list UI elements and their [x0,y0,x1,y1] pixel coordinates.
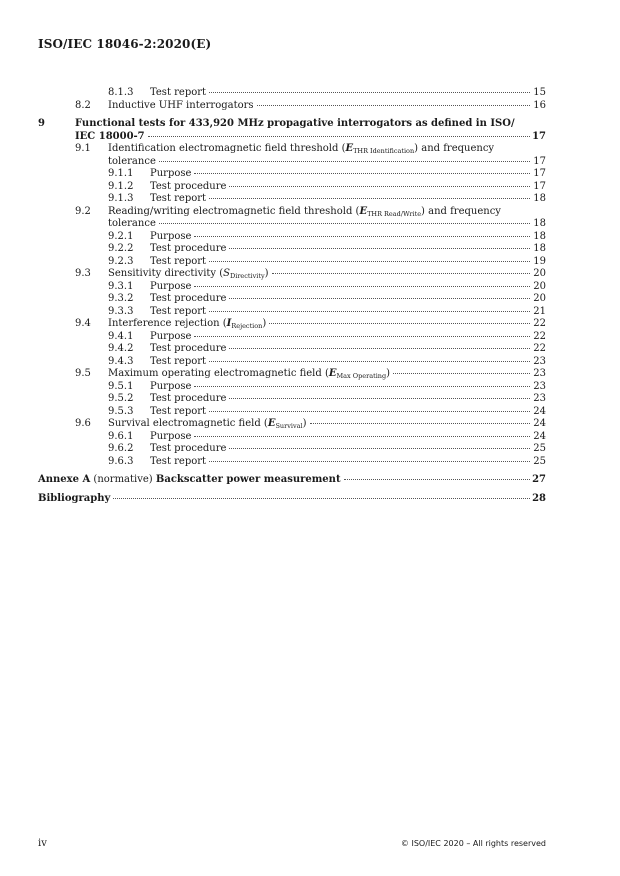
table-of-contents [38,87,546,505]
toc-entry-9[interactable] [38,118,546,131]
toc-number: 9.2.1 [108,230,134,242]
toc-entry-9-5-3[interactable] [38,406,546,419]
toc-title: Reading/writing electromagnetic field threshold ( [108,205,360,217]
toc-title: Test report [150,355,207,367]
toc-number: 9.5 [75,368,91,379]
toc-entry-9-5-1[interactable] [38,381,546,394]
toc-number: 9.6.3 [108,455,134,467]
toc-entry-9-6-3[interactable] [38,456,546,469]
toc-title: Bibliography [38,492,111,504]
toc-number: 9.3.3 [108,305,134,317]
toc-entry-9-6-1[interactable] [38,431,546,444]
toc-page: 20 [533,293,546,304]
toc-number: 9.4.3 [108,355,134,367]
toc-page: 22 [533,330,546,342]
toc-title: Test procedure [150,243,227,254]
toc-number: 9.3 [75,268,91,279]
toc-number: 9.6 [75,418,91,429]
toc-number: 9.5.3 [108,405,134,417]
page-number: iv [38,838,47,849]
toc-title: Survival electromagnetic field ( [108,418,268,429]
toc-title: Purpose [150,168,192,179]
toc-entry-9-3-3[interactable] [38,306,546,319]
symbol-subscript: Directivity [230,272,265,280]
toc-title: Identification electromagnetic field threshold ( [108,143,346,154]
toc-title: Test report [150,305,207,317]
annex-title: Backscatter power measurement [155,474,341,485]
toc-page: 17 [533,168,546,179]
toc-page: 24 [533,418,546,429]
copyright-notice: © ISO/IEC 2020 – All rights reserved [400,839,546,848]
annex-label: Annexe A [38,474,91,485]
toc-number: 9.1 [75,143,91,154]
toc-page: 20 [533,280,546,292]
toc-title: Purpose [150,430,192,442]
toc-number: 9.4.2 [108,343,134,354]
toc-page: 21 [533,305,546,317]
toc-page: 17 [532,130,546,142]
toc-page: 20 [533,268,546,279]
symbol: I [226,318,232,329]
toc-number: 8.1.3 [108,87,134,98]
toc-entry-9-5-2[interactable] [38,393,546,406]
toc-number: 9.5.2 [108,393,134,404]
toc-title-post: ) [386,368,391,379]
toc-title: Test procedure [150,343,227,354]
toc-entry-9-6-2[interactable] [38,443,546,456]
toc-title: Purpose [150,330,192,342]
toc-page: 25 [533,455,546,467]
toc-title: Purpose [150,380,192,392]
toc-entry-9-6[interactable] [38,418,546,431]
toc-number: 9 [38,118,45,129]
toc-page: 23 [533,355,546,367]
toc-page: 17 [533,180,546,192]
document-id-header: ISO/IEC 18046-2:2020(E) [38,37,212,51]
symbol-subscript: THR Identification [353,147,415,155]
toc-page: 18 [533,218,546,229]
toc-entry-9-4[interactable] [38,318,546,331]
toc-page: 27 [532,474,546,485]
toc-title-cont: tolerance [108,218,156,229]
toc-number: 9.2 [75,205,91,217]
toc-entry-9-5[interactable] [38,368,546,381]
toc-title: Maximum operating electromagnetic field ( [108,368,329,379]
symbol: E [328,368,337,379]
toc-entry-9-1-3[interactable] [38,193,546,206]
toc-entry-bibliography[interactable] [38,493,546,506]
toc-number: 9.2.3 [108,255,134,267]
toc-page: 25 [533,443,546,454]
toc-title-post: ) [262,318,267,329]
toc-number: 9.5.1 [108,380,134,392]
symbol: E [359,205,368,217]
toc-entry-annex-a[interactable] [38,474,546,487]
toc-page: 17 [533,155,546,167]
toc-entry-9-3[interactable] [38,268,546,281]
toc-entry-9-4-2[interactable] [38,343,546,356]
toc-number: 9.1.3 [108,193,134,204]
toc-title: Test procedure [150,443,227,454]
toc-number: 9.3.1 [108,280,134,292]
toc-number: 9.2.2 [108,243,134,254]
toc-title: Functional tests for 433,920 MHz propagative interrogators as defined in ISO/ [75,118,515,129]
symbol-subscript: Max Operating [336,372,387,380]
toc-page: 22 [533,343,546,354]
symbol-subscript: Rejection [231,322,263,330]
toc-title-post: ) and frequency [421,205,501,217]
toc-title: Test procedure [150,180,227,192]
toc-title: Sensitivity directivity ( [108,268,224,279]
toc-title: Purpose [150,280,192,292]
toc-entry-9-1[interactable] [38,143,546,156]
toc-title-post: ) [264,268,269,279]
toc-title: Test report [150,87,207,98]
symbol-subscript: Survival [275,422,303,430]
toc-page: 18 [533,230,546,242]
toc-entry-9-1-1[interactable] [38,168,546,181]
toc-number: 9.6.1 [108,430,134,442]
toc-number: 8.2 [75,99,91,111]
toc-title: Test procedure [150,293,227,304]
symbol: E [345,143,354,154]
toc-page: 23 [533,368,546,379]
toc-page: 22 [533,318,546,329]
toc-entry-8-1-3[interactable] [38,87,546,100]
toc-page: 19 [533,255,546,267]
toc-page: 18 [533,243,546,254]
toc-entry-9-2-cont[interactable] [38,218,546,231]
toc-title-cont: tolerance [108,155,156,167]
toc-entry-9-4-1[interactable] [38,331,546,344]
toc-page: 18 [533,193,546,204]
toc-title-post: ) [302,418,307,429]
toc-entry-9-1-2[interactable] [38,181,546,194]
toc-title-cont: IEC 18000-7 [75,130,145,142]
toc-entry-9-2-2[interactable] [38,243,546,256]
toc-entry-9-1-cont[interactable] [38,156,546,169]
symbol: S [223,268,231,279]
toc-title-post: ) and frequency [414,143,495,154]
toc-entry-9-2-1[interactable] [38,231,546,244]
toc-entry-9-cont[interactable] [38,131,546,144]
toc-entry-9-2-3[interactable] [38,256,546,269]
toc-title: Test report [150,193,207,204]
toc-number: 9.1.1 [108,168,134,179]
toc-title: Test report [150,255,207,267]
toc-title: Test procedure [150,393,227,404]
toc-number: 9.1.2 [108,180,134,192]
toc-title: Test report [150,405,207,417]
toc-entry-9-4-3[interactable] [38,356,546,369]
toc-page: 24 [533,430,546,442]
toc-page: 23 [533,380,546,392]
toc-number: 9.4 [75,318,91,329]
toc-page: 16 [533,99,546,111]
toc-entry-9-3-2[interactable] [38,293,546,306]
toc-title: Interference rejection ( [108,318,227,329]
toc-page: 24 [533,405,546,417]
annex-normative: (normative) [93,474,153,485]
toc-title: Test report [150,455,207,467]
toc-entry-9-2[interactable] [38,206,546,219]
toc-number: 9.3.2 [108,293,134,304]
toc-title: Purpose [150,230,192,242]
symbol-subscript: THR Read/Write [367,209,422,218]
toc-entry-8-2[interactable] [38,100,546,113]
toc-page: 15 [533,87,546,98]
toc-number: 9.6.2 [108,443,134,454]
toc-number: 9.4.1 [108,330,134,342]
toc-page: 23 [533,393,546,404]
toc-page: 28 [532,492,546,504]
toc-title: Inductive UHF interrogators [108,99,254,111]
toc-entry-9-3-1[interactable] [38,281,546,294]
symbol: E [267,418,276,429]
